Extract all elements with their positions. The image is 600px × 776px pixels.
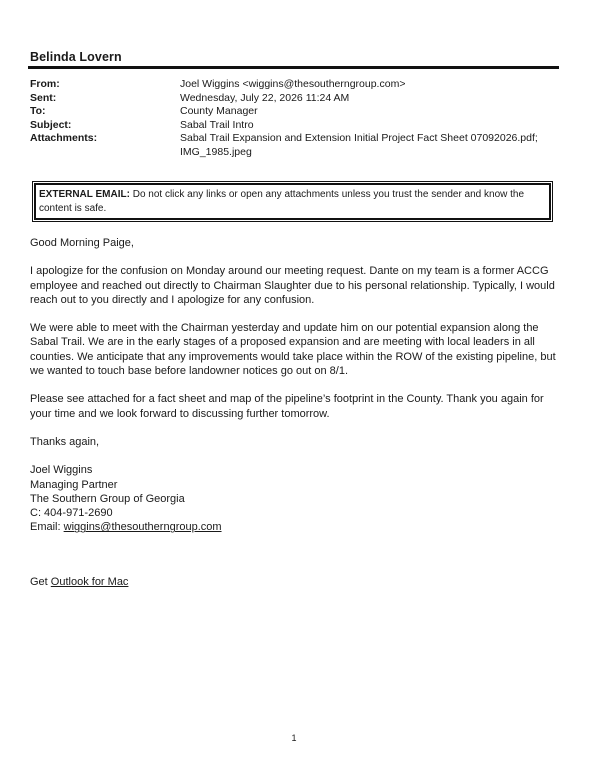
email-headers	[30, 78, 560, 159]
header-value: County Manager	[180, 105, 258, 117]
header-from	[30, 78, 560, 92]
outlook-footer	[30, 576, 128, 588]
header-label: Sent:	[30, 91, 57, 104]
closing: Thanks again,	[30, 435, 100, 448]
email-label: Email:	[30, 521, 64, 534]
warning-text: Do not click any links or open any attachments unless you trust the sender and know the content is safe.	[39, 189, 525, 214]
header-sent	[30, 92, 560, 106]
attachments-list[interactable]: Sabal Trail Expansion and Extension Initial Project Fact Sheet 07092026.pdf; IMG_1985.jpeg	[180, 132, 538, 158]
warning-label: EXTERNAL EMAIL:	[39, 189, 130, 200]
body-paragraph: We were able to meet with the Chairman yesterday and update him on our potential expansion along the Sabal Trail. We are in the early stages of a proposed expansion and are meeting with local leaders in all counties. We anticipate that any improvements would take place within the ROW of the existing pipeline, but we wanted to touch base before landowner notices go out on 8/1.	[30, 322, 556, 378]
header-label: To:	[30, 105, 46, 117]
header-attachments	[30, 132, 560, 159]
mailbox-owner-name: Belinda Lovern	[30, 50, 122, 64]
page-number: 1	[291, 733, 297, 743]
header-value: Wednesday, July 22, 2026 11:24 AM	[180, 91, 350, 104]
header-subject	[30, 119, 560, 133]
external-email-warning	[34, 183, 551, 220]
footer-prefix: Get	[30, 576, 51, 588]
header-value: Joel Wiggins <wiggins@thesoutherngroup.com>	[180, 78, 406, 90]
body-paragraph: I apologize for the confusion on Monday around our meeting request. Dante on my team is a former ACCG employee and reached out directly to Chairman Slaughter due to his personal relationship. Typically, I would reach out to you directly and I apologize for any confusion.	[30, 265, 555, 306]
header-divider	[28, 66, 559, 69]
signature-name: Joel Wiggins	[30, 464, 93, 477]
email-body	[30, 236, 560, 535]
header-label: Attachments:	[30, 132, 98, 144]
header-label: From:	[30, 78, 60, 90]
signature-phone: C: 404-971-2690	[30, 507, 113, 520]
signature-company: The Southern Group of Georgia	[30, 492, 185, 505]
signature-email-line	[30, 520, 560, 534]
body-paragraph: Please see attached for a fact sheet and map of the pipeline’s footprint in the County. Thank you again for your time and we look forward to discussing further tomorrow.	[30, 393, 544, 420]
header-to	[30, 105, 560, 119]
signature-block	[30, 463, 560, 534]
greeting: Good Morning Paige,	[30, 237, 134, 249]
header-label: Subject:	[30, 118, 72, 131]
outlook-for-mac-link[interactable]: Outlook for Mac	[50, 576, 129, 588]
signature-title: Managing Partner	[30, 478, 118, 491]
header-value: Sabal Trail Intro	[180, 118, 254, 131]
email-link[interactable]: wiggins@thesoutherngroup.com	[63, 521, 222, 534]
